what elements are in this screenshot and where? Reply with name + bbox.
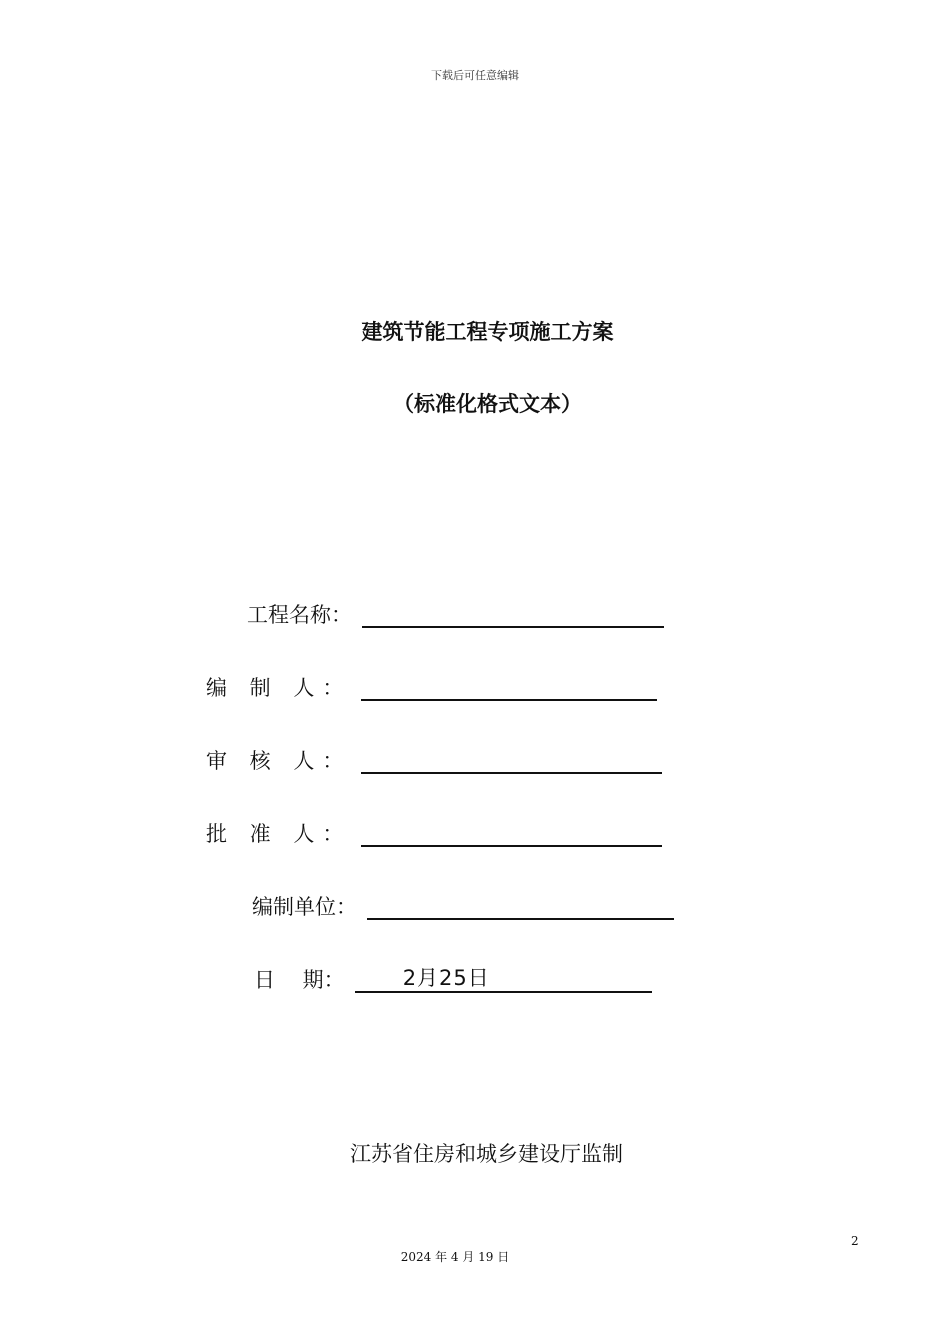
page-number: 2 bbox=[851, 1234, 859, 1248]
approver-label: 批 准 人： bbox=[206, 822, 352, 846]
project-name-label: 工程名称： bbox=[247, 603, 352, 627]
field-date bbox=[254, 961, 652, 993]
unit-line[interactable] bbox=[367, 892, 674, 920]
project-name-line[interactable] bbox=[362, 600, 664, 628]
editor-label: 编 制 人： bbox=[206, 676, 352, 700]
reviewer-label: 审 核 人： bbox=[206, 749, 352, 773]
field-approver bbox=[206, 815, 662, 847]
footer-date: 2024 年 4 月 19 日 bbox=[400, 1250, 510, 1264]
field-project-name bbox=[247, 596, 664, 628]
issuer: 江苏省住房和城乡建设厅监制 bbox=[350, 1142, 623, 1166]
field-editor bbox=[206, 669, 657, 701]
document-subtitle: （标准化格式文本） bbox=[393, 392, 582, 416]
field-unit bbox=[252, 888, 674, 920]
header-note: 下载后可任意编辑 bbox=[431, 69, 519, 82]
approver-line[interactable] bbox=[361, 819, 662, 847]
field-reviewer bbox=[206, 742, 662, 774]
date-value: 2月25日 bbox=[402, 966, 490, 990]
editor-line[interactable] bbox=[361, 673, 657, 701]
document-title: 建筑节能工程专项施工方案 bbox=[361, 320, 614, 344]
date-line[interactable] bbox=[355, 965, 652, 993]
date-label: 日 期： bbox=[254, 968, 345, 992]
reviewer-line[interactable] bbox=[361, 746, 662, 774]
unit-label: 编制单位： bbox=[252, 895, 357, 919]
